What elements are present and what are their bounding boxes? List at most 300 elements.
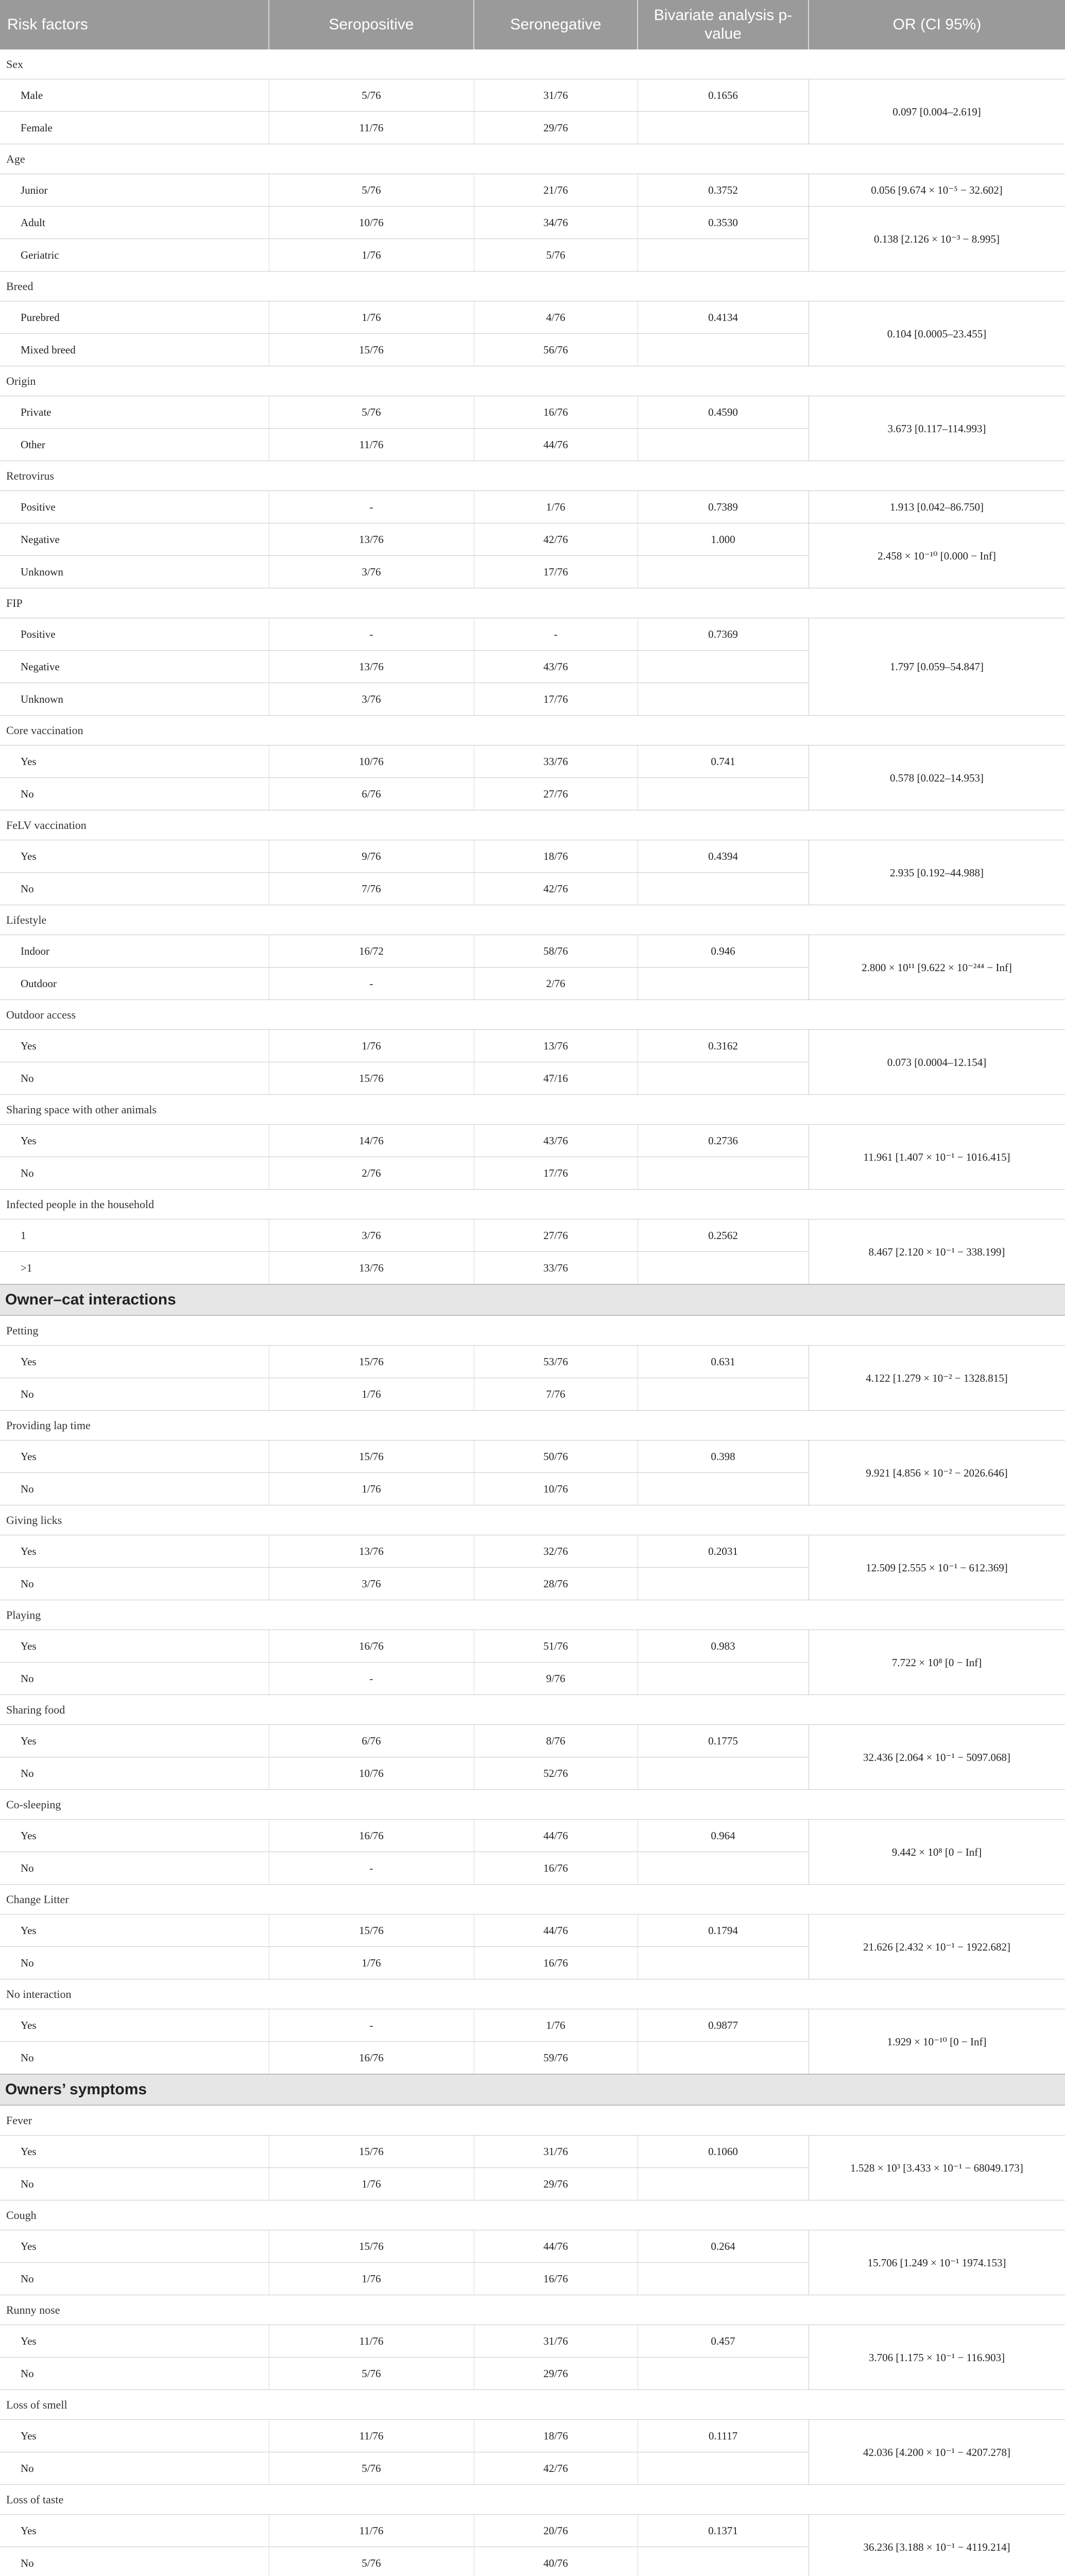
seronegative-value: 42/76	[474, 873, 638, 905]
p-value: 0.2031	[638, 1535, 809, 1568]
row-label: No	[0, 2042, 269, 2075]
seronegative-value: 17/76	[474, 683, 638, 716]
row-label: No	[0, 2547, 269, 2576]
p-value	[638, 112, 809, 144]
p-value	[638, 2358, 809, 2390]
odds-ratio-ci: 2.935 [0.192–44.988]	[809, 840, 1065, 905]
p-value	[638, 968, 809, 1000]
p-value: 0.3162	[638, 1030, 809, 1062]
table-row	[0, 491, 1065, 523]
p-value: 0.4134	[638, 301, 809, 334]
p-value	[638, 334, 809, 366]
category-label: Co-sleeping	[0, 1790, 1065, 1820]
odds-ratio-ci: 0.056 [9.674 × 10⁻⁵ − 32.602]	[809, 174, 1065, 207]
odds-ratio-ci: 9.921 [4.856 × 10⁻² − 2026.646]	[809, 1440, 1065, 1505]
seronegative-value: 16/76	[474, 1947, 638, 1979]
header-seronegative: Seronegative	[474, 0, 638, 49]
p-value: 0.1117	[638, 2420, 809, 2452]
seropositive-value: 5/76	[269, 2452, 474, 2485]
row-label: Yes	[0, 2420, 269, 2452]
p-value	[638, 1568, 809, 1600]
seropositive-value: 5/76	[269, 396, 474, 429]
p-value: 0.398	[638, 1440, 809, 1473]
seronegative-value: 33/76	[474, 1252, 638, 1285]
seropositive-value: 11/76	[269, 2420, 474, 2452]
seropositive-value: 11/76	[269, 2515, 474, 2547]
p-value	[638, 556, 809, 588]
row-label: Yes	[0, 1914, 269, 1947]
table-row	[0, 2325, 1065, 2358]
row-label: No	[0, 1378, 269, 1411]
p-value	[638, 2168, 809, 2200]
seropositive-value: 14/76	[269, 1125, 474, 1157]
seropositive-value: -	[269, 491, 474, 523]
category-row	[0, 366, 1065, 396]
category-label: Retrovirus	[0, 461, 1065, 491]
table-row	[0, 2136, 1065, 2168]
seronegative-value: 5/76	[474, 239, 638, 272]
seronegative-value: 31/76	[474, 2325, 638, 2358]
row-label: Mixed breed	[0, 334, 269, 366]
odds-ratio-ci: 4.122 [1.279 × 10⁻² − 1328.815]	[809, 1346, 1065, 1411]
row-label: Unknown	[0, 683, 269, 716]
header-risk-factors: Risk factors	[0, 0, 269, 49]
category-row	[0, 2485, 1065, 2515]
seropositive-value: 16/76	[269, 1630, 474, 1663]
row-label: No	[0, 2263, 269, 2295]
odds-ratio-ci: 32.436 [2.064 × 10⁻¹ − 5097.068]	[809, 1725, 1065, 1790]
seropositive-value: 11/76	[269, 429, 474, 461]
p-value	[638, 1252, 809, 1285]
row-label: No	[0, 1568, 269, 1600]
odds-ratio-ci: 42.036 [4.200 × 10⁻¹ − 4207.278]	[809, 2420, 1065, 2485]
seronegative-value: 10/76	[474, 1473, 638, 1505]
row-label: Yes	[0, 2515, 269, 2547]
seropositive-value: -	[269, 1663, 474, 1695]
row-label: Purebred	[0, 301, 269, 334]
seronegative-value: 52/76	[474, 1757, 638, 1790]
seropositive-value: 3/76	[269, 683, 474, 716]
odds-ratio-ci: 15.706 [1.249 × 10⁻¹ 1974.153]	[809, 2230, 1065, 2295]
row-label: Female	[0, 112, 269, 144]
odds-ratio-ci: 2.458 × 10⁻¹⁰ [0.000 − Inf]	[809, 523, 1065, 588]
seropositive-value: 7/76	[269, 873, 474, 905]
seropositive-value: 1/76	[269, 301, 474, 334]
odds-ratio-ci: 2.800 × 10¹¹ [9.622 × 10⁻²⁴⁴ − Inf]	[809, 935, 1065, 1000]
seronegative-value: 42/76	[474, 2452, 638, 2485]
category-label: Sharing space with other animals	[0, 1095, 1065, 1125]
section-title: Owners’ symptoms	[0, 2074, 1065, 2105]
seronegative-value: 44/76	[474, 2230, 638, 2263]
category-label: Origin	[0, 366, 1065, 396]
category-row	[0, 461, 1065, 491]
p-value: 0.4394	[638, 840, 809, 873]
category-row	[0, 2390, 1065, 2420]
seropositive-value: 16/76	[269, 2042, 474, 2075]
seropositive-value: 15/76	[269, 1440, 474, 1473]
seronegative-value: 9/76	[474, 1663, 638, 1695]
category-row	[0, 272, 1065, 301]
odds-ratio-ci: 8.467 [2.120 × 10⁻¹ − 338.199]	[809, 1219, 1065, 1285]
seronegative-value: 44/76	[474, 1914, 638, 1947]
category-label: Providing lap time	[0, 1411, 1065, 1440]
p-value: 0.983	[638, 1630, 809, 1663]
row-label: No	[0, 1062, 269, 1095]
section-title: Owner–cat interactions	[0, 1284, 1065, 1315]
seronegative-value: 7/76	[474, 1378, 638, 1411]
category-label: Change Litter	[0, 1885, 1065, 1914]
table-row	[0, 2009, 1065, 2042]
category-label: FeLV vaccination	[0, 810, 1065, 840]
row-label: Yes	[0, 1630, 269, 1663]
odds-ratio-ci: 0.104 [0.0005–23.455]	[809, 301, 1065, 366]
seronegative-value: 43/76	[474, 1125, 638, 1157]
row-label: Yes	[0, 1030, 269, 1062]
seronegative-value: 53/76	[474, 1346, 638, 1378]
row-label: No	[0, 873, 269, 905]
category-row	[0, 588, 1065, 618]
seropositive-value: -	[269, 618, 474, 651]
seronegative-value: 34/76	[474, 207, 638, 239]
category-label: Loss of taste	[0, 2485, 1065, 2515]
table-row	[0, 207, 1065, 239]
seronegative-value: 44/76	[474, 429, 638, 461]
row-label: Yes	[0, 1346, 269, 1378]
category-row	[0, 144, 1065, 174]
seronegative-value: 16/76	[474, 396, 638, 429]
table-row	[0, 1725, 1065, 1757]
category-row	[0, 1505, 1065, 1535]
header-p-value: Bivariate analysis p-value	[638, 0, 809, 49]
row-label: No	[0, 1757, 269, 1790]
p-value	[638, 2547, 809, 2576]
category-label: Fever	[0, 2105, 1065, 2136]
table-row	[0, 79, 1065, 112]
odds-ratio-ci: 21.626 [2.432 × 10⁻¹ − 1922.682]	[809, 1914, 1065, 1979]
category-label: Sex	[0, 49, 1065, 79]
seropositive-value: 1/76	[269, 1947, 474, 1979]
seronegative-value: 43/76	[474, 651, 638, 683]
odds-ratio-ci: 1.797 [0.059–54.847]	[809, 618, 1065, 716]
row-label: No	[0, 1157, 269, 1190]
seropositive-value: 10/76	[269, 1757, 474, 1790]
table-row	[0, 396, 1065, 429]
p-value: 0.964	[638, 1820, 809, 1852]
odds-ratio-ci: 0.578 [0.022–14.953]	[809, 745, 1065, 810]
p-value: 0.264	[638, 2230, 809, 2263]
table-row	[0, 523, 1065, 556]
p-value	[638, 1157, 809, 1190]
p-value	[638, 1852, 809, 1885]
seropositive-value: -	[269, 2009, 474, 2042]
p-value	[638, 1947, 809, 1979]
seronegative-value: 47/16	[474, 1062, 638, 1095]
seronegative-value: 44/76	[474, 1820, 638, 1852]
odds-ratio-ci: 1.528 × 10³ [3.433 × 10⁻¹ − 68049.173]	[809, 2136, 1065, 2200]
seronegative-value: 33/76	[474, 745, 638, 778]
seronegative-value: 8/76	[474, 1725, 638, 1757]
seronegative-value: 50/76	[474, 1440, 638, 1473]
seropositive-value: 1/76	[269, 1378, 474, 1411]
table-row	[0, 301, 1065, 334]
seronegative-value: 18/76	[474, 2420, 638, 2452]
p-value	[638, 239, 809, 272]
section-header-row	[0, 1284, 1065, 1315]
p-value	[638, 651, 809, 683]
seropositive-value: 15/76	[269, 1346, 474, 1378]
row-label: Adult	[0, 207, 269, 239]
row-label: Yes	[0, 1440, 269, 1473]
p-value: 0.3752	[638, 174, 809, 207]
row-label: Unknown	[0, 556, 269, 588]
row-label: Yes	[0, 2136, 269, 2168]
row-label: Yes	[0, 2230, 269, 2263]
category-row	[0, 49, 1065, 79]
seropositive-value: 9/76	[269, 840, 474, 873]
p-value	[638, 1663, 809, 1695]
seronegative-value: 17/76	[474, 1157, 638, 1190]
category-label: Petting	[0, 1315, 1065, 1346]
row-label: Negative	[0, 651, 269, 683]
category-row	[0, 1315, 1065, 1346]
row-label: Private	[0, 396, 269, 429]
seropositive-value: 11/76	[269, 112, 474, 144]
seronegative-value: 29/76	[474, 2168, 638, 2200]
p-value: 0.2562	[638, 1219, 809, 1252]
p-value: 0.946	[638, 935, 809, 968]
row-label: No	[0, 1473, 269, 1505]
p-value: 0.457	[638, 2325, 809, 2358]
p-value	[638, 2452, 809, 2485]
seronegative-value: 59/76	[474, 2042, 638, 2075]
table-body	[0, 49, 1065, 2576]
p-value: 0.1060	[638, 2136, 809, 2168]
table-row	[0, 1914, 1065, 1947]
seropositive-value: 15/76	[269, 1914, 474, 1947]
p-value: 0.1794	[638, 1914, 809, 1947]
seropositive-value: 3/76	[269, 556, 474, 588]
category-row	[0, 1979, 1065, 2009]
table-row	[0, 2230, 1065, 2263]
seronegative-value: -	[474, 618, 638, 651]
seropositive-value: 16/76	[269, 1820, 474, 1852]
category-label: Cough	[0, 2200, 1065, 2230]
row-label: No	[0, 2358, 269, 2390]
seropositive-value: 13/76	[269, 1252, 474, 1285]
table-row	[0, 618, 1065, 651]
odds-ratio-ci: 12.509 [2.555 × 10⁻¹ − 612.369]	[809, 1535, 1065, 1600]
category-row	[0, 905, 1065, 935]
seropositive-value: 3/76	[269, 1568, 474, 1600]
seronegative-value: 1/76	[474, 491, 638, 523]
p-value	[638, 1757, 809, 1790]
category-row	[0, 1411, 1065, 1440]
category-label: Loss of smell	[0, 2390, 1065, 2420]
header-or-ci: OR (CI 95%)	[892, 16, 982, 33]
table-row	[0, 1630, 1065, 1663]
seropositive-value: 3/76	[269, 1219, 474, 1252]
seropositive-value: 11/76	[269, 2325, 474, 2358]
table-row	[0, 935, 1065, 968]
seronegative-value: 20/76	[474, 2515, 638, 2547]
category-row	[0, 2295, 1065, 2325]
p-value	[638, 1378, 809, 1411]
row-label: Positive	[0, 618, 269, 651]
seropositive-value: 1/76	[269, 1473, 474, 1505]
category-row	[0, 1790, 1065, 1820]
category-label: FIP	[0, 588, 1065, 618]
category-row	[0, 1095, 1065, 1125]
category-row	[0, 716, 1065, 745]
section-header-row	[0, 2074, 1065, 2105]
category-label: Age	[0, 144, 1065, 174]
seronegative-value: 29/76	[474, 112, 638, 144]
p-value: 0.7389	[638, 491, 809, 523]
p-value: 0.9877	[638, 2009, 809, 2042]
seropositive-value: 13/76	[269, 523, 474, 556]
table-row	[0, 745, 1065, 778]
seropositive-value: 1/76	[269, 1030, 474, 1062]
table-row	[0, 174, 1065, 207]
row-label: No	[0, 2452, 269, 2485]
row-label: >1	[0, 1252, 269, 1285]
seropositive-value: -	[269, 968, 474, 1000]
seropositive-value: 6/76	[269, 778, 474, 810]
p-value	[638, 2042, 809, 2075]
category-row	[0, 1190, 1065, 1219]
seronegative-value: 2/76	[474, 968, 638, 1000]
seropositive-value: 5/76	[269, 79, 474, 112]
category-label: Breed	[0, 272, 1065, 301]
row-label: No	[0, 1663, 269, 1695]
p-value	[638, 778, 809, 810]
seronegative-value: 4/76	[474, 301, 638, 334]
category-row	[0, 1000, 1065, 1030]
seronegative-value: 40/76	[474, 2547, 638, 2576]
odds-ratio-ci: 36.236 [3.188 × 10⁻¹ − 4119.214]	[809, 2515, 1065, 2576]
seropositive-value: 16/72	[269, 935, 474, 968]
seropositive-value: 10/76	[269, 745, 474, 778]
category-label: Sharing food	[0, 1695, 1065, 1725]
seropositive-value: 15/76	[269, 1062, 474, 1095]
seronegative-value: 29/76	[474, 2358, 638, 2390]
p-value	[638, 683, 809, 716]
category-row	[0, 810, 1065, 840]
row-label: No	[0, 778, 269, 810]
header-seropositive: Seropositive	[269, 0, 474, 49]
row-label: Yes	[0, 2009, 269, 2042]
p-value: 0.1775	[638, 1725, 809, 1757]
p-value: 0.4590	[638, 396, 809, 429]
row-label: Indoor	[0, 935, 269, 968]
seropositive-value: 15/76	[269, 2230, 474, 2263]
odds-ratio-ci: 3.706 [1.175 × 10⁻¹ − 116.903]	[809, 2325, 1065, 2390]
row-label: Yes	[0, 1820, 269, 1852]
seropositive-value: 13/76	[269, 651, 474, 683]
odds-ratio-ci: 3.673 [0.117–114.993]	[809, 396, 1065, 461]
seronegative-value: 27/76	[474, 1219, 638, 1252]
seronegative-value: 16/76	[474, 1852, 638, 1885]
odds-ratio-ci: 9.442 × 10⁸ [0 − Inf]	[809, 1820, 1065, 1885]
seropositive-value: 1/76	[269, 239, 474, 272]
category-label: Lifestyle	[0, 905, 1065, 935]
row-label: Junior	[0, 174, 269, 207]
seropositive-value: 5/76	[269, 2358, 474, 2390]
seronegative-value: 27/76	[474, 778, 638, 810]
row-label: Yes	[0, 2325, 269, 2358]
seronegative-value: 18/76	[474, 840, 638, 873]
category-label: Infected people in the household	[0, 1190, 1065, 1219]
p-value	[638, 2263, 809, 2295]
category-row	[0, 2200, 1065, 2230]
row-label: No	[0, 1852, 269, 1885]
seropositive-value: 1/76	[269, 2263, 474, 2295]
row-label: Other	[0, 429, 269, 461]
p-value: 0.1371	[638, 2515, 809, 2547]
p-value: 0.3530	[638, 207, 809, 239]
row-label: Yes	[0, 1725, 269, 1757]
seronegative-value: 21/76	[474, 174, 638, 207]
table-row	[0, 1346, 1065, 1378]
seronegative-value: 1/76	[474, 2009, 638, 2042]
row-label: Yes	[0, 1535, 269, 1568]
seronegative-value: 31/76	[474, 2136, 638, 2168]
category-row	[0, 1695, 1065, 1725]
category-label: Core vaccination	[0, 716, 1065, 745]
seropositive-value: 5/76	[269, 174, 474, 207]
odds-ratio-ci: 7.722 × 10⁸ [0 − Inf]	[809, 1630, 1065, 1695]
seropositive-value: 2/76	[269, 1157, 474, 1190]
seropositive-value: 6/76	[269, 1725, 474, 1757]
table-row	[0, 2515, 1065, 2547]
odds-ratio-ci: 0.073 [0.0004–12.154]	[809, 1030, 1065, 1095]
p-value: 0.741	[638, 745, 809, 778]
odds-ratio-ci: 1.929 × 10⁻¹⁰ [0 − Inf]	[809, 2009, 1065, 2075]
p-value	[638, 1062, 809, 1095]
seronegative-value: 16/76	[474, 2263, 638, 2295]
category-label: Runny nose	[0, 2295, 1065, 2325]
table-row	[0, 840, 1065, 873]
row-label: No	[0, 1947, 269, 1979]
p-value: 0.7369	[638, 618, 809, 651]
category-row	[0, 1885, 1065, 1914]
seronegative-value: 17/76	[474, 556, 638, 588]
table-row	[0, 1030, 1065, 1062]
seropositive-value: -	[269, 1852, 474, 1885]
seropositive-value: 10/76	[269, 207, 474, 239]
seropositive-value: 15/76	[269, 334, 474, 366]
row-label: 1	[0, 1219, 269, 1252]
category-row	[0, 1600, 1065, 1630]
row-label: Positive	[0, 491, 269, 523]
odds-ratio-ci: 11.961 [1.407 × 10⁻¹ − 1016.415]	[809, 1125, 1065, 1190]
row-label: Negative	[0, 523, 269, 556]
category-label: Giving licks	[0, 1505, 1065, 1535]
odds-ratio-ci: 0.138 [2.126 × 10⁻³ − 8.995]	[809, 207, 1065, 272]
seronegative-value: 56/76	[474, 334, 638, 366]
seronegative-value: 32/76	[474, 1535, 638, 1568]
row-label: Yes	[0, 840, 269, 873]
seronegative-value: 13/76	[474, 1030, 638, 1062]
table-row	[0, 1219, 1065, 1252]
odds-ratio-ci: 0.097 [0.004–2.619]	[809, 79, 1065, 144]
category-label: Playing	[0, 1600, 1065, 1630]
p-value	[638, 1473, 809, 1505]
row-label: No	[0, 2168, 269, 2200]
seropositive-value: 5/76	[269, 2547, 474, 2576]
row-label: Outdoor	[0, 968, 269, 1000]
category-label: Outdoor access	[0, 1000, 1065, 1030]
